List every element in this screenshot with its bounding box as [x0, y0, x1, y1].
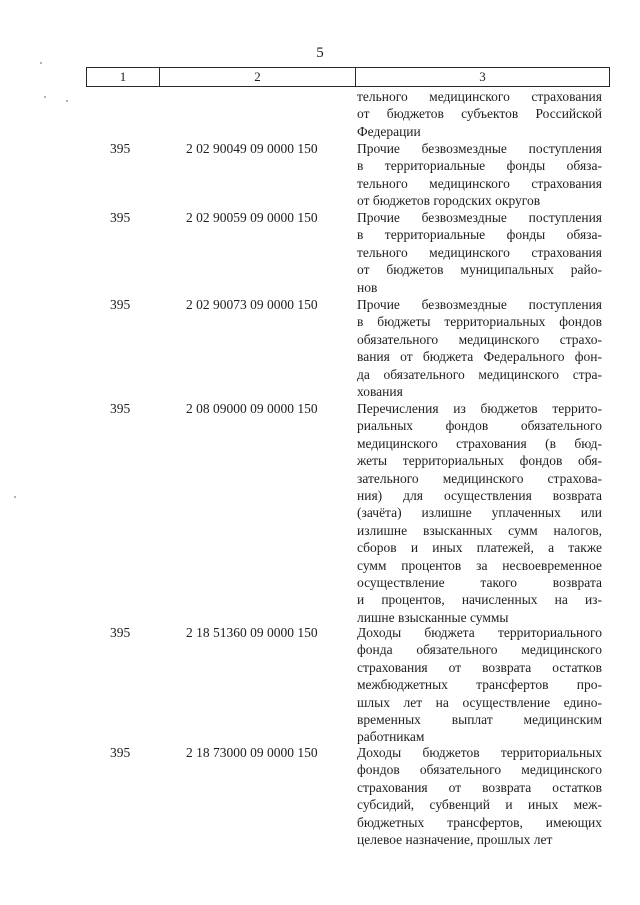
description-line: от бюджетов муниципальных райо-: [357, 262, 602, 278]
description-line: излишне взысканных сумм налогов,: [357, 522, 602, 538]
admin-code: 395: [110, 745, 131, 760]
description-line: субсидий, субвенций и иных меж-: [357, 797, 602, 813]
income-description: [357, 140, 602, 210]
description-line: и процентов, начисленных на из-: [357, 592, 602, 608]
income-description: [357, 209, 602, 296]
continuation-description: [357, 88, 602, 140]
description-line: целевое назначение, прошлых лет: [357, 831, 553, 847]
column-header-2: 2: [160, 68, 356, 86]
budget-classification-code: 2 18 51360 09 0000 150: [186, 625, 318, 640]
description-line: тельного медицинского страхования: [357, 244, 602, 260]
description-line: Прочие безвозмездные поступления: [357, 141, 602, 156]
description-line: Доходы бюджетов территориальных: [357, 745, 602, 760]
description-line: от бюджетов городских округов: [357, 193, 541, 209]
description-line: в территориальные фонды обяза-: [357, 227, 602, 243]
description-line: Перечисления из бюджетов террито-: [357, 401, 602, 416]
description-line: в бюджеты территориальных фондов: [357, 314, 602, 330]
table-header: [86, 67, 610, 87]
description-line: жеты территориальных фондов обя-: [357, 453, 602, 469]
admin-code: 395: [110, 625, 131, 640]
description-line: межбюджетных трансфертов про-: [357, 677, 602, 693]
scan-speck: [14, 496, 16, 498]
description-line: Федерации: [357, 123, 421, 139]
description-line: да обязательного медицинского стра-: [357, 366, 602, 382]
description-line: лишне взысканные суммы: [357, 609, 509, 625]
description-line: от бюджетов субъектов Российской: [357, 106, 602, 122]
description-line: Прочие безвозмездные поступления: [357, 297, 602, 312]
description-line: хования: [357, 383, 403, 399]
column-header-1: 1: [87, 68, 160, 86]
description-line: тельного медицинского страхования: [357, 89, 602, 104]
income-description: [357, 296, 602, 400]
page-number: 5: [316, 45, 324, 61]
description-line: фондов обязательного медицинского: [357, 762, 602, 778]
description-line: сумм процентов за несвоевременное: [357, 557, 602, 573]
column-header-3: 3: [479, 69, 486, 84]
income-description: [357, 744, 602, 848]
admin-code: 395: [110, 210, 131, 225]
scan-speck: [66, 100, 68, 102]
description-line: (зачёта) излишне уплаченных или: [357, 505, 602, 521]
description-line: нов: [357, 279, 378, 295]
description-line: в территориальные фонды обяза-: [357, 158, 602, 174]
description-line: страхования от возврата остатков: [357, 659, 602, 675]
description-line: Прочие безвозмездные поступления: [357, 210, 602, 225]
description-line: сборов и иных платежей, а также: [357, 540, 602, 556]
description-line: тельного медицинского страхования: [357, 175, 602, 191]
budget-classification-code: 2 08 09000 09 0000 150: [186, 401, 318, 416]
description-line: работникам: [357, 729, 425, 745]
description-line: ния) для осуществления возврата: [357, 487, 602, 503]
description-line: осуществление такого возврата: [357, 574, 602, 590]
scan-speck: [44, 96, 46, 98]
admin-code: 395: [110, 297, 131, 312]
description-line: фонда обязательного медицинского: [357, 642, 602, 658]
description-line: временных выплат медицинским: [357, 711, 602, 727]
description-line: шлых лет на осуществление едино-: [357, 694, 602, 710]
budget-classification-code: 2 02 90073 09 0000 150: [186, 297, 318, 312]
description-line: Доходы бюджета территориального: [357, 625, 602, 640]
description-line: бюджетных трансфертов, имеющих: [357, 814, 602, 830]
description-line: медицинского страхования (в бюд-: [357, 435, 602, 451]
income-description: [357, 624, 602, 746]
admin-code: 395: [110, 401, 131, 416]
income-description: [357, 400, 602, 626]
description-line: зательного медицинского страхова-: [357, 470, 602, 486]
description-line: вания от бюджета Федерального фон-: [357, 349, 602, 365]
description-line: обязательного медицинского страхо-: [357, 331, 602, 347]
admin-code: 395: [110, 141, 131, 156]
budget-classification-code: 2 18 73000 09 0000 150: [186, 745, 318, 760]
description-line: риальных фондов обязательного: [357, 418, 602, 434]
description-line: страхования от возврата остатков: [357, 779, 602, 795]
scan-speck: [40, 62, 42, 64]
budget-classification-code: 2 02 90049 09 0000 150: [186, 141, 318, 156]
budget-classification-code: 2 02 90059 09 0000 150: [186, 210, 318, 225]
